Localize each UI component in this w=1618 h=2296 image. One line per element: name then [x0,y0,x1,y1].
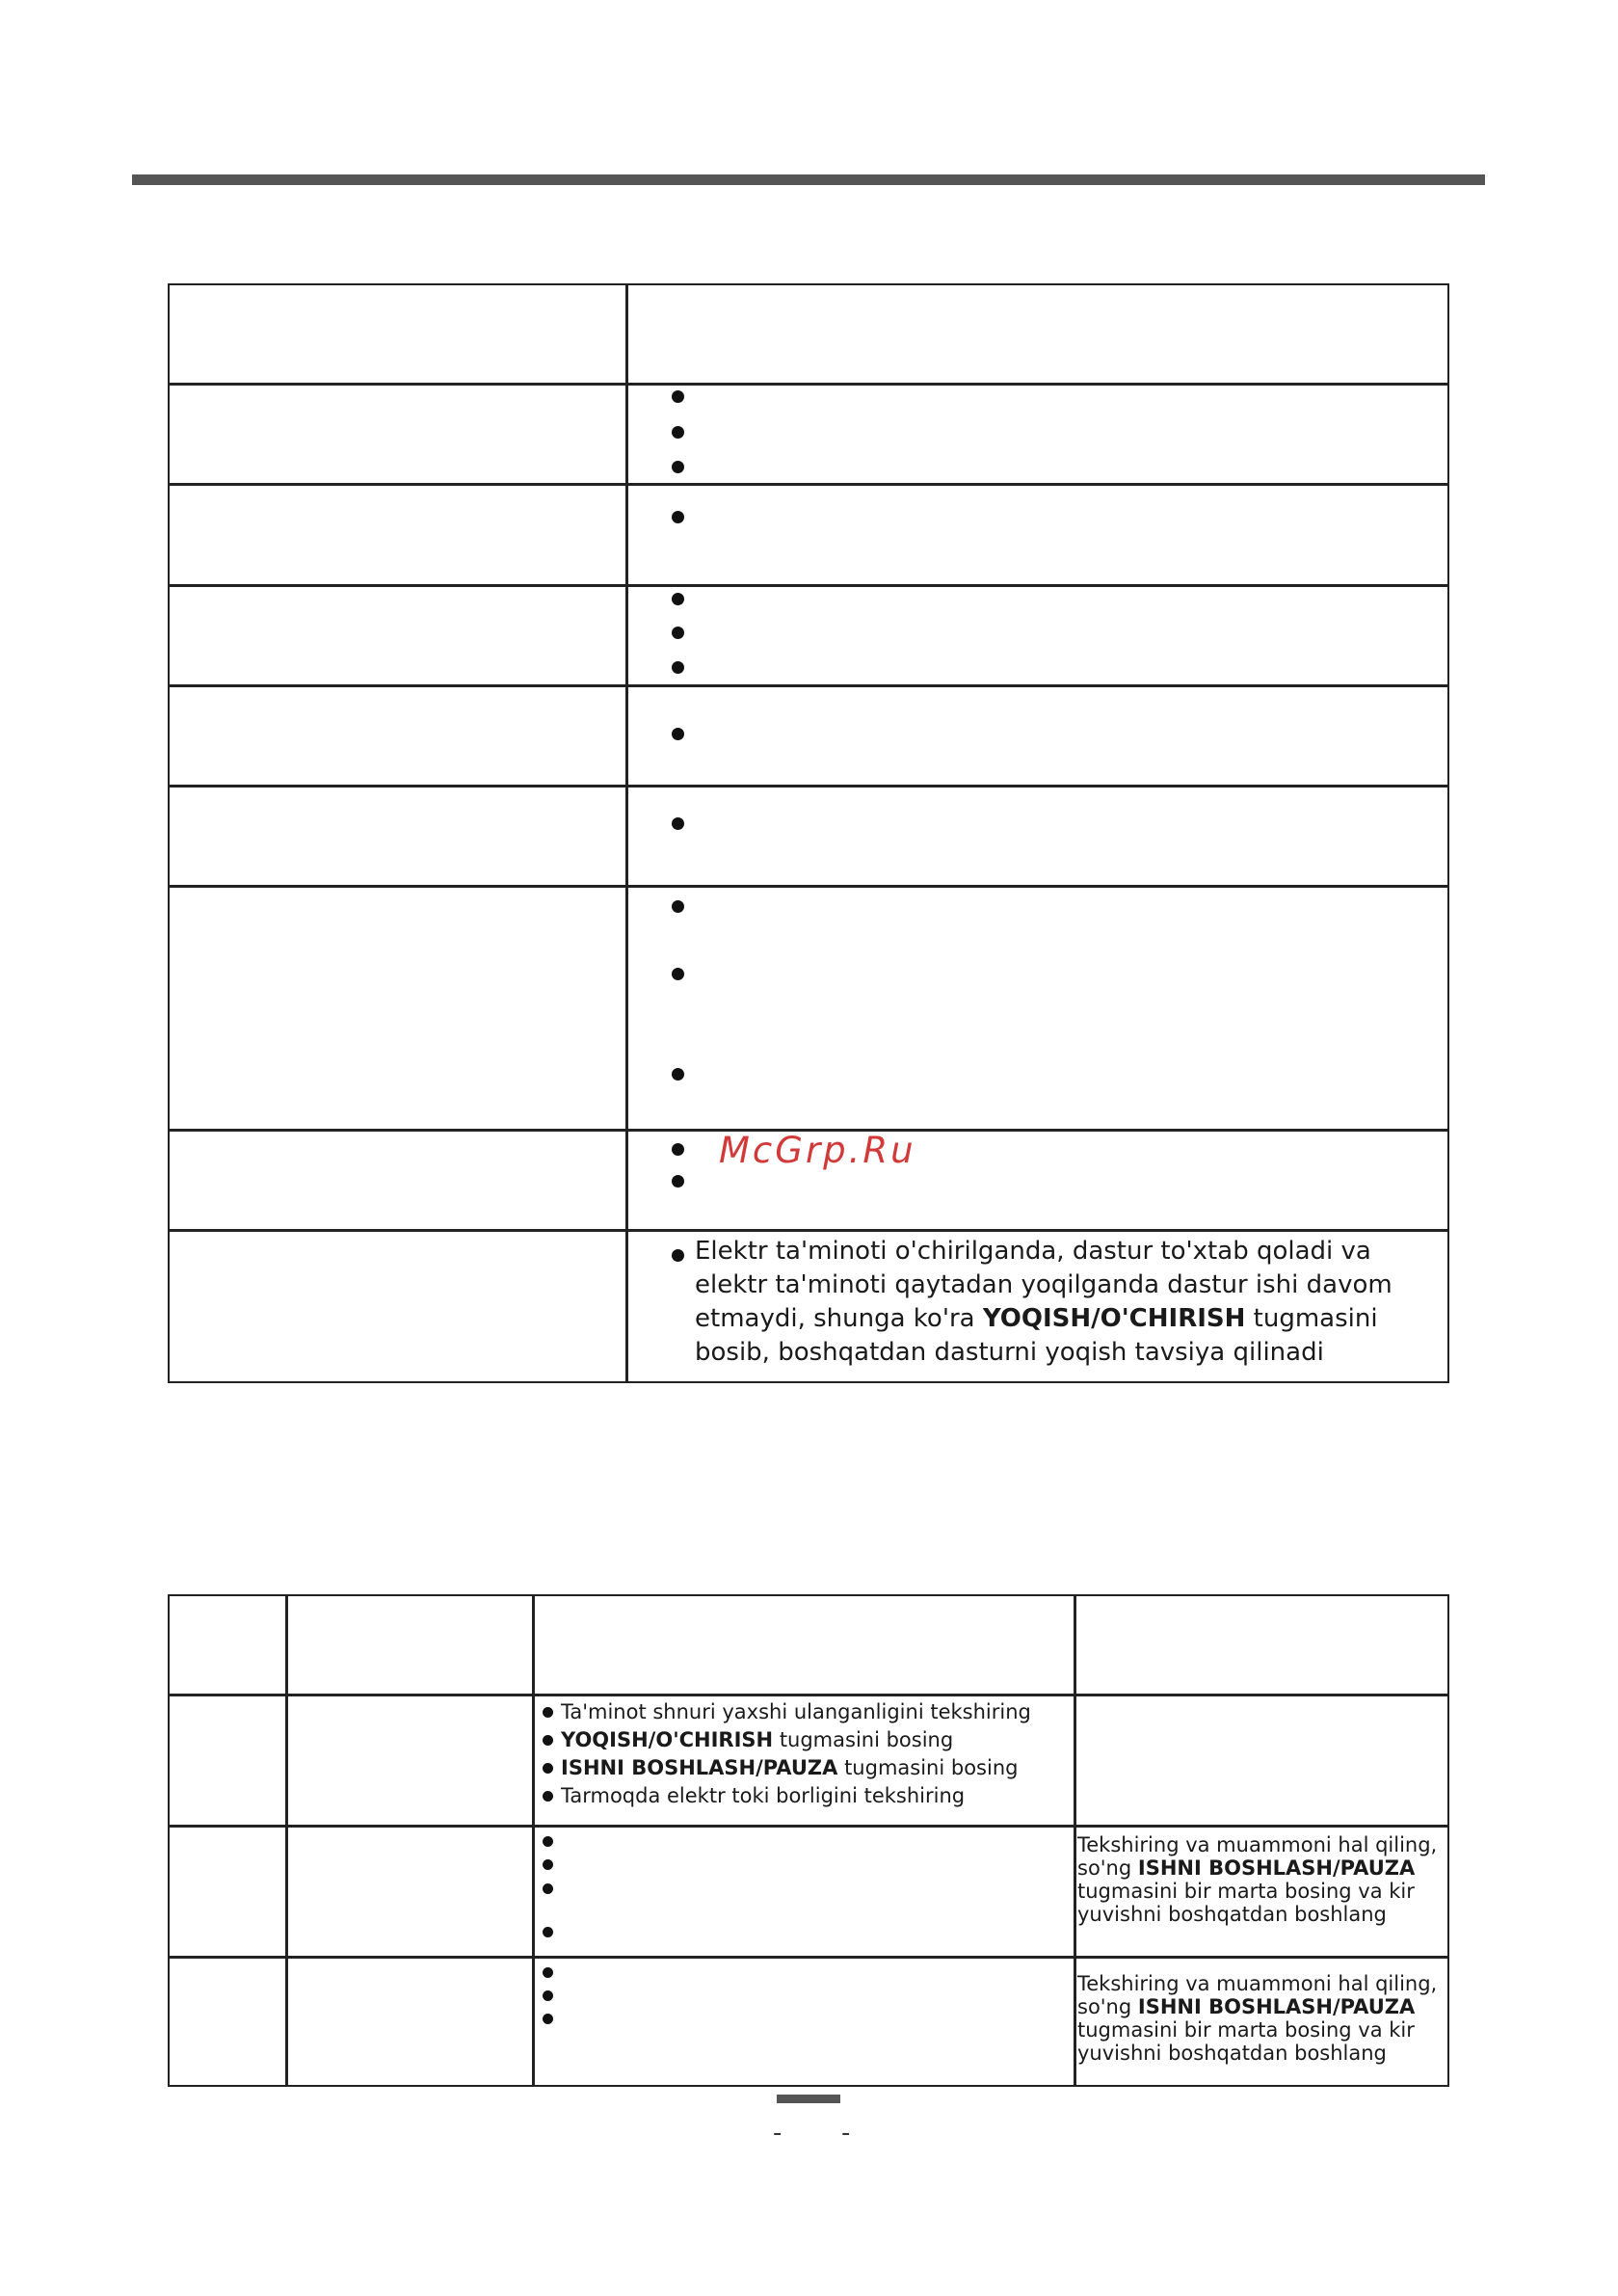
remedy-lead: Tekshiring va muammoni hal qiling, so'ng [1077,1833,1438,1880]
bullet [543,1859,553,1870]
remedy-text [1077,1972,1444,2065]
bullet [543,2014,553,2024]
troubleshooting-table [168,283,1449,1383]
bullet [543,1836,553,1847]
start-pause-button-label: ISHNI BOSHLASH/PAUZA [561,1756,838,1779]
row-divider [170,483,1447,486]
bullet [672,817,684,830]
power-button-label: YOQISH/O'CHIRISH [561,1728,774,1751]
remedy-tail: tugmasini bir marta bosing va kir yuvishni boshqatdan boshlang [1077,1880,1415,1926]
bullet [543,1967,553,1978]
check-text: tugmasini bosing [844,1756,1019,1779]
check-text: tugmasini bosing [779,1728,954,1751]
remedy-tail: tugmasini bir marta bosing va kir yuvishni boshqatdan boshlang [1077,2018,1415,2065]
bullet [672,426,684,439]
bullet [672,593,684,605]
row-divider [170,885,1447,888]
check-start-pause [561,1754,1018,1782]
bullet [672,728,684,740]
start-pause-button-label: ISHNI BOSHLASH/PAUZA [1137,1856,1416,1880]
bullet [672,461,684,473]
check-power-cord: Ta'minot shnuri yaxshi ulanganligini tekshiring [561,1700,1031,1723]
power-failure-note [695,1235,1427,1370]
row-divider [170,1229,1447,1232]
top-rule [132,174,1485,185]
bullet [672,968,684,980]
bullet [543,1990,553,2001]
bullet [672,1249,684,1262]
bullet [543,1883,553,1894]
remedy-lead: Tekshiring va muammoni hal qiling, so'ng [1077,1972,1438,2018]
bullet [543,1791,553,1802]
row-divider [170,785,1447,788]
bullet [543,1735,553,1746]
check-mains-power: Tarmoqda elektr toki borligini tekshiring [561,1784,966,1807]
bullet [543,1707,553,1718]
row-divider [170,684,1447,687]
row-divider [170,1825,1447,1828]
bullet [672,661,684,674]
page-number-dash-left: - [773,2119,782,2148]
power-failure-tail: tugmasini bosib, boshqatdan dasturni yoqish tavsiya qilinadi [695,1304,1378,1367]
column-divider [625,285,628,1381]
bullet [672,1175,684,1188]
check-power-button [561,1726,953,1754]
bullet [672,900,684,913]
column-divider [285,1596,288,2085]
remedy-text [1077,1833,1444,1926]
row-divider [170,383,1447,386]
row-divider [170,1956,1447,1959]
bullet [543,1927,553,1937]
bullet [672,1143,684,1156]
bullet [672,1068,684,1081]
bullet [672,511,684,523]
column-divider [532,1596,535,2085]
start-pause-button-label: ISHNI BOSHLASH/PAUZA [1137,1995,1416,2018]
row-divider [170,1694,1447,1696]
row-divider [170,584,1447,587]
footer-bar [777,2095,840,2103]
power-button-label: YOQISH/O'CHIRISH [982,1304,1246,1333]
column-divider [1074,1596,1076,2085]
power-failure-lead: Elektr ta'minoti o'chirilganda, dastur to'xtab qoladi va elektr ta'minoti qaytadan yoqilganda dastur ishi davom etmaydi, shunga ko'ra [695,1237,1393,1333]
page-number-dash-right: - [841,2119,851,2148]
bullet [543,1763,553,1774]
bullet [672,390,684,403]
bullet [672,627,684,639]
watermark: McGrp.Ru [719,1130,916,1171]
